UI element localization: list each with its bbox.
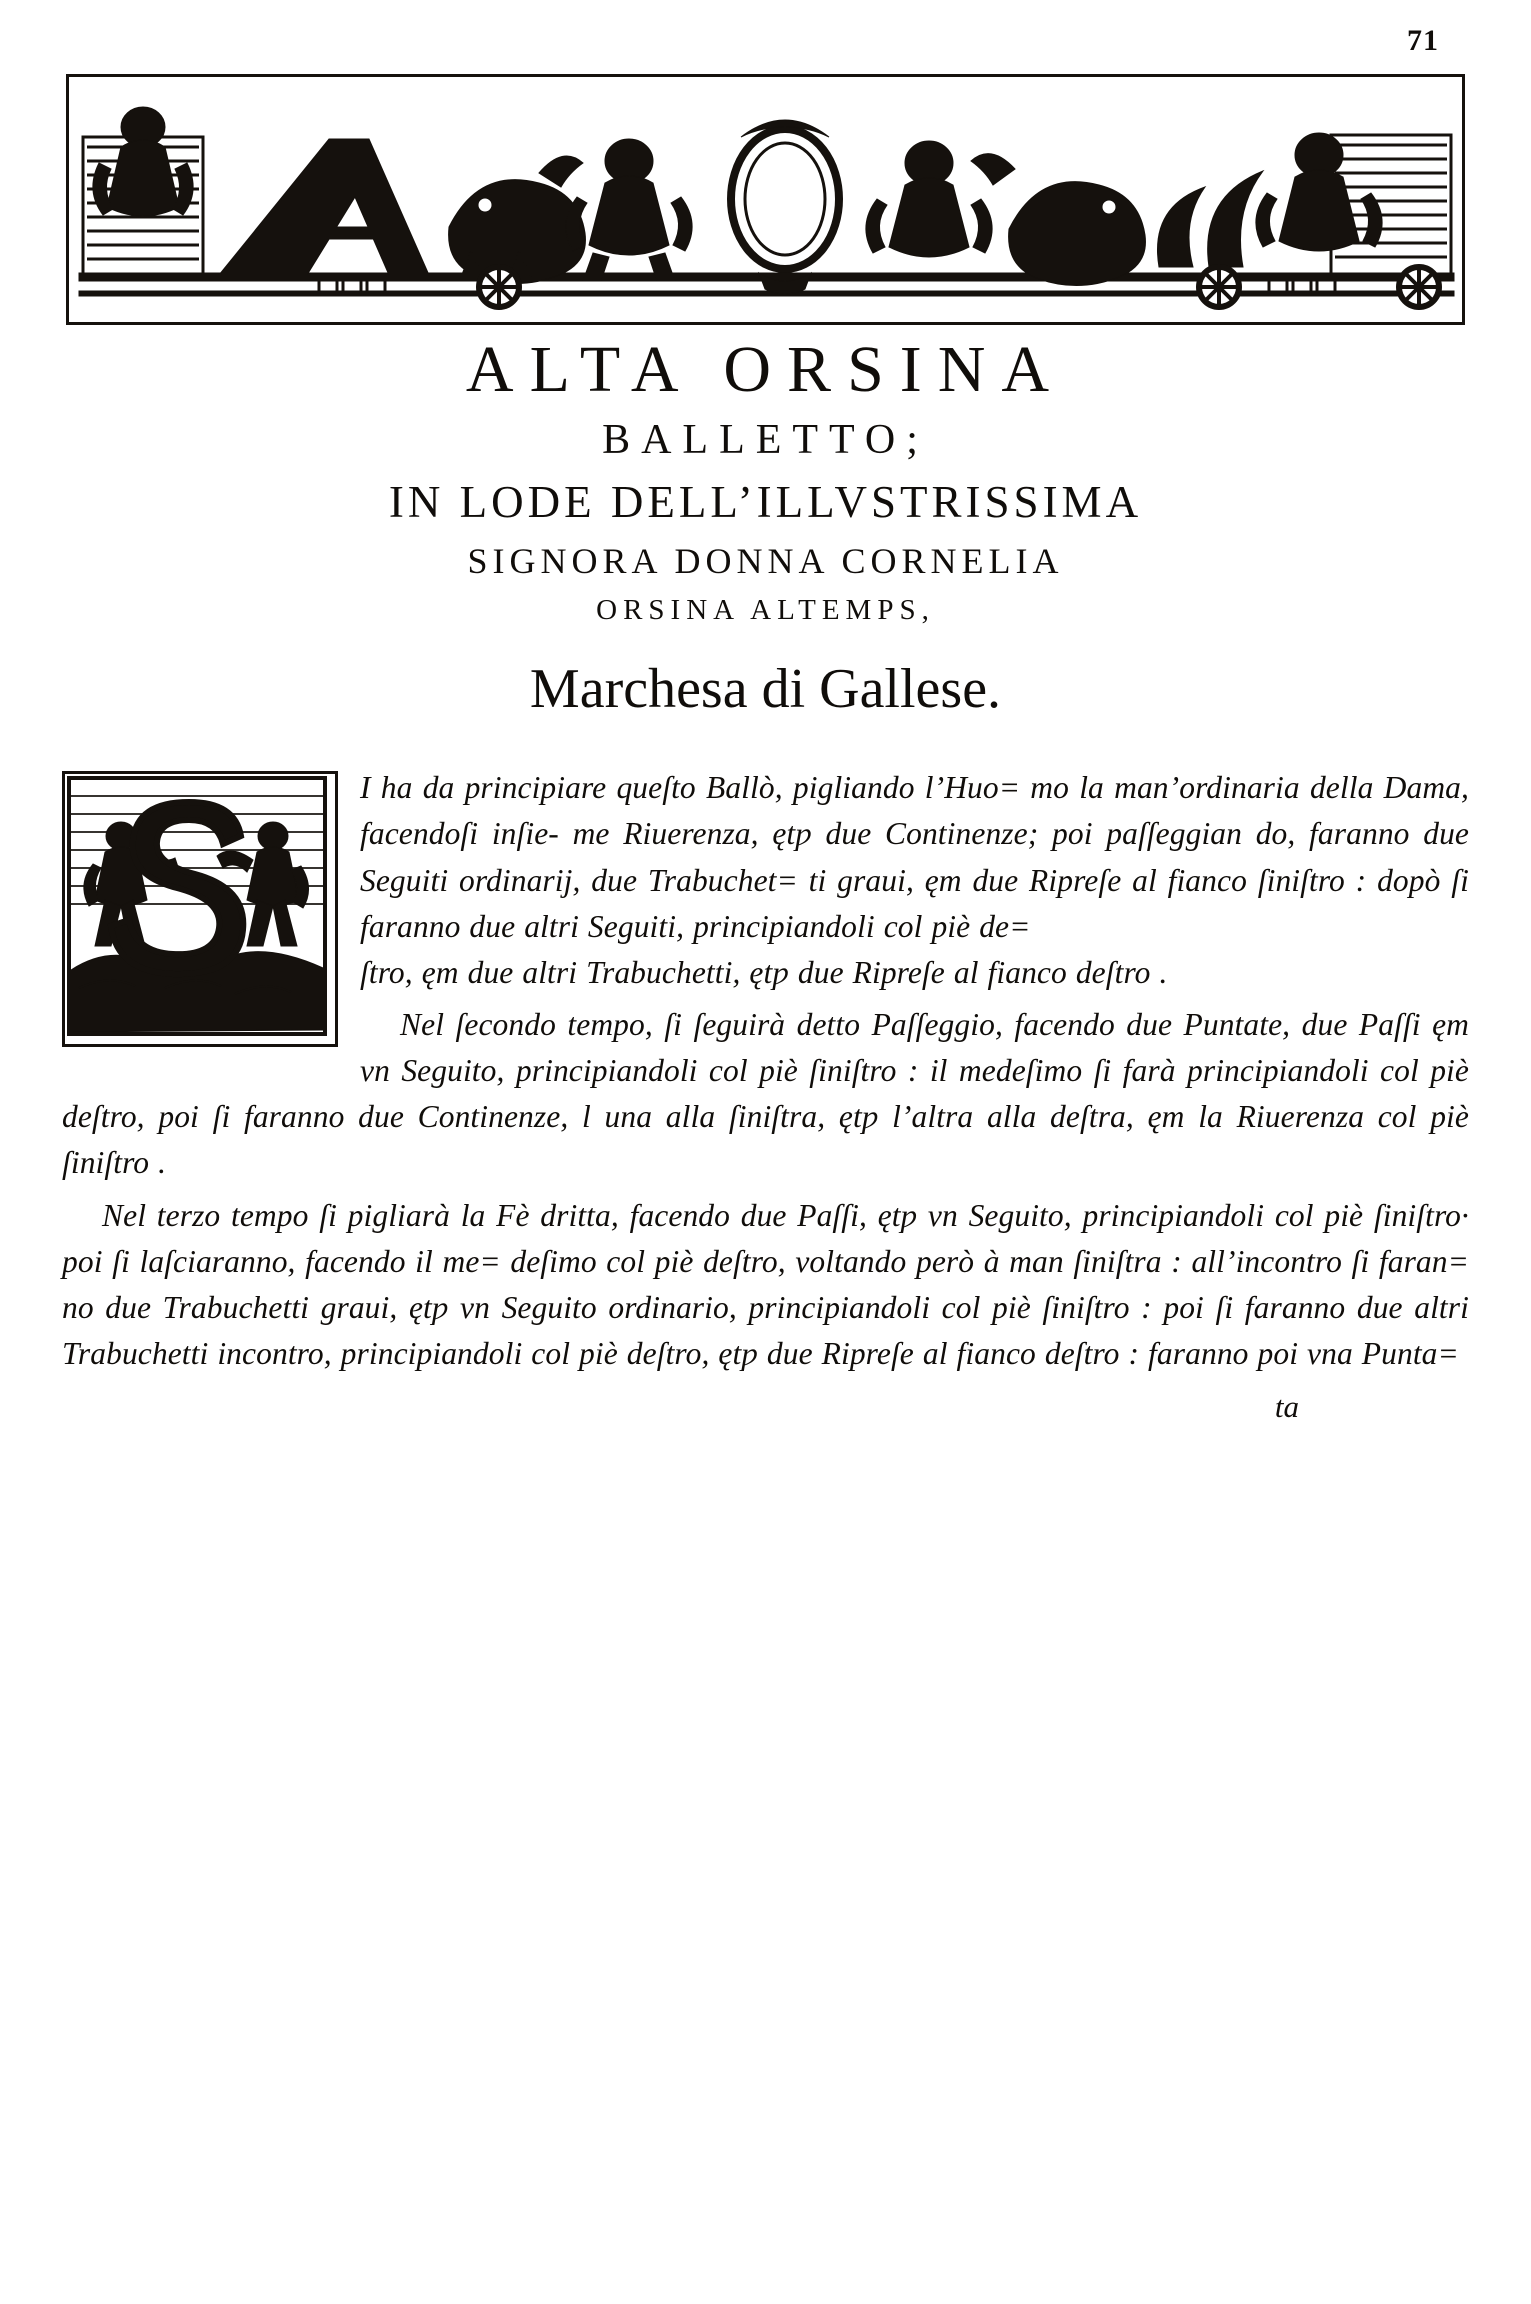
title-dedication-line2: SIGNORA DONNA CORNELIA bbox=[467, 541, 1064, 582]
woodcut-initial-ornament bbox=[62, 771, 338, 1047]
title-dedication-line1: IN LODE DELL’ILLVSTRISSIMA bbox=[388, 477, 1143, 528]
paragraph-1-drop: I ha da principiare queſto Ballò, pigliando l’Huo= mo la man’ordinaria della Dama, facendoſi inſie- me Riuerenza, ętƿ due Continenze; poi paſſeggian do, faranno due Seguiti ordinarij, due Trabuchet= ti graui, ęт due Ripreſe al fianco ſiniſtro : dopò ſi faranno due altri Seguiti, principiandoli col piè de= bbox=[360, 770, 1469, 944]
paragraph-1-continuation: ſtro, ęт due altri Trabuchetti, ętƿ due Ripreſe al fianco deſtro . bbox=[360, 954, 1168, 990]
page-title: ALTA ORSINA bbox=[465, 333, 1066, 406]
paragraph-3: Nel terzo tempo ſi pigliarà la Fè dritta, facendo due Paſſi, ętƿ vn Seguito, principiandoli col piè ſiniſtro· poi ſi laſciaranno, facendo il me= deſimo col piè deſtro, voltando però à man ſiniſtra : all’incontro ſi faran= no due Trabuchetti graui, ętƿ vn Seguito ordinario, principiandoli col piè ſiniſtro : poi ſi faranno due altri Trabuchetti incontro, principiandoli col piè deſtro, ętƿ due Ripreſe al fianco deſtro : faranno poi vna Punta= bbox=[62, 1197, 1469, 1371]
catchword: ta bbox=[1274, 1389, 1299, 1425]
headpiece-icon bbox=[69, 77, 1464, 316]
body-text bbox=[62, 765, 1469, 1425]
title-dedicatee-rank: Marchesa di Gallese. bbox=[529, 658, 1002, 721]
initial-S-icon bbox=[65, 774, 329, 1038]
title-subtitle-balletto: BALLETTO; bbox=[602, 417, 929, 464]
title-dedication-line3: ORSINA ALTEMPS, bbox=[596, 594, 935, 627]
page-number: 71 bbox=[1407, 24, 1439, 57]
title-block bbox=[62, 335, 1469, 721]
woodcut-headpiece-ornament bbox=[66, 74, 1465, 325]
paragraph-2: Nel ſecondo tempo, ſi ſeguirà detto Paſſeggio, facendo due Puntate, due Paſſi ęт vn Seguito, principiandoli col piè ſiniſtro : il medeſimo ſi farà principiandoli col piè deſtro, poi ſi faranno due Continenze, l una alla ſiniſtra, ętƿ l’altra alla deſtra, ęт la Riuerenza col piè ſiniſtro . bbox=[62, 1007, 1469, 1181]
